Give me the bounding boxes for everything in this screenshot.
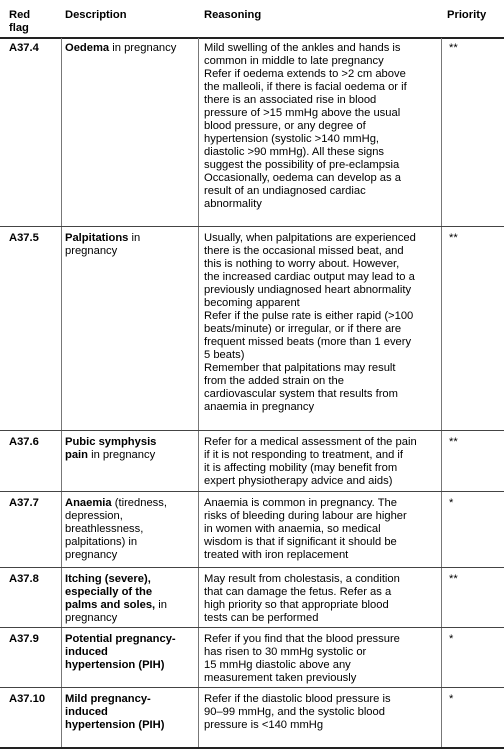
row-description [65, 232, 195, 258]
row-description [65, 42, 195, 55]
description-bold: Oedema [65, 42, 110, 54]
row-rule [0, 430, 504, 431]
description-bold: Palpitations [65, 232, 129, 244]
row-reasoning: Refer for a medical assessment of the pain if it is not responding to treatment, and if it is affecting mobility (may benefit from expert physiotherapy advice and aids) [204, 436, 417, 487]
row-priority: * [449, 497, 454, 509]
row-reasoning: Usually, when palpitations are experienced there is the occasional missed beat, and this is nothing to worry about. However, the increased cardiac output may lead to a previously undiagnosed heart abnormality becoming apparent Refer if the pulse rate is either rapid (>100 beats/minute) or irregular, or if there are frequent missed beats (more than 1 every 5 beats) Remember that palpitations may result from the added strain on the cardiovascular system that results from anaemia in pregnancy [204, 232, 416, 413]
row-rule [0, 567, 504, 568]
description-rest: in pregnancy [65, 599, 167, 624]
row-flag: A37.8 [9, 573, 39, 585]
description-bold: Anaemia [65, 497, 112, 509]
row-reasoning: Refer if you find that the blood pressure has risen to 30 mmHg systolic or 15 mmHg diastolic above any measurement taken previously [204, 633, 400, 684]
description-rest: in pregnancy [65, 232, 141, 257]
header-description: Description [65, 9, 127, 21]
row-priority: ** [449, 436, 458, 448]
table-bottom-rule [0, 747, 504, 749]
row-reasoning: Mild swelling of the ankles and hands is common in middle to late pregnancy Refer if oedema extends to >2 cm above the malleoli, if there is facial oedema or if there is an associated rise in blood pressure of >15 mmHg above the usual blood pressure, or any degree of hypertension (systolic >140 mmHg, diastolic >90 mmHg). All these signs suggest the possibility of pre-eclampsia Occasionally, oedema can develop as a result of an undiagnosed cardiac abnormality [204, 42, 407, 210]
description-rest: in pregnancy [88, 449, 156, 461]
header-priority: Priority [447, 9, 487, 21]
header-red-flag: Red flag [9, 9, 31, 34]
row-flag: A37.7 [9, 497, 39, 509]
row-rule [0, 226, 504, 227]
row-flag: A37.6 [9, 436, 39, 448]
column-divider [61, 38, 62, 748]
row-flag: A37.9 [9, 633, 39, 645]
description-bold: Potential pregnancy- induced hypertension (PIH) [65, 633, 176, 671]
row-rule [0, 491, 504, 492]
row-description [65, 693, 195, 732]
row-description [65, 633, 195, 672]
column-divider [441, 38, 442, 748]
row-description [65, 497, 195, 562]
row-flag: A37.10 [9, 693, 46, 705]
row-description [65, 573, 195, 625]
row-flag: A37.5 [9, 232, 39, 244]
row-flag: A37.4 [9, 42, 39, 54]
description-rest: (tiredness, depression, breathlessness, palpitations) in pregnancy [65, 497, 167, 561]
header-rule [0, 37, 504, 39]
row-rule [0, 687, 504, 688]
description-bold: Itching (severe), especially of the palms and soles, [65, 573, 156, 611]
row-priority: ** [449, 232, 458, 244]
row-description [65, 436, 195, 462]
row-priority: ** [449, 42, 458, 54]
description-rest: in pregnancy [109, 42, 177, 54]
header-reasoning: Reasoning [204, 9, 262, 21]
description-bold: Pubic symphysis pain [65, 436, 157, 461]
row-priority: ** [449, 573, 458, 585]
description-bold: Mild pregnancy- induced hypertension (PIH) [65, 693, 165, 731]
column-divider [198, 38, 199, 748]
row-reasoning: Anaemia is common in pregnancy. The risks of bleeding during labour are higher in women with anaemia, so medical wisdom is that if significant it should be treated with iron replacement [204, 497, 407, 561]
row-priority: * [449, 693, 454, 705]
row-reasoning: May result from cholestasis, a condition that can damage the fetus. Refer as a high priority so that appropriate blood tests can be performed [204, 573, 400, 624]
row-rule [0, 627, 504, 628]
row-priority: * [449, 633, 454, 645]
row-reasoning: Refer if the diastolic blood pressure is 90–99 mmHg, and the systolic blood pressure is <140 mmHg [204, 693, 391, 731]
